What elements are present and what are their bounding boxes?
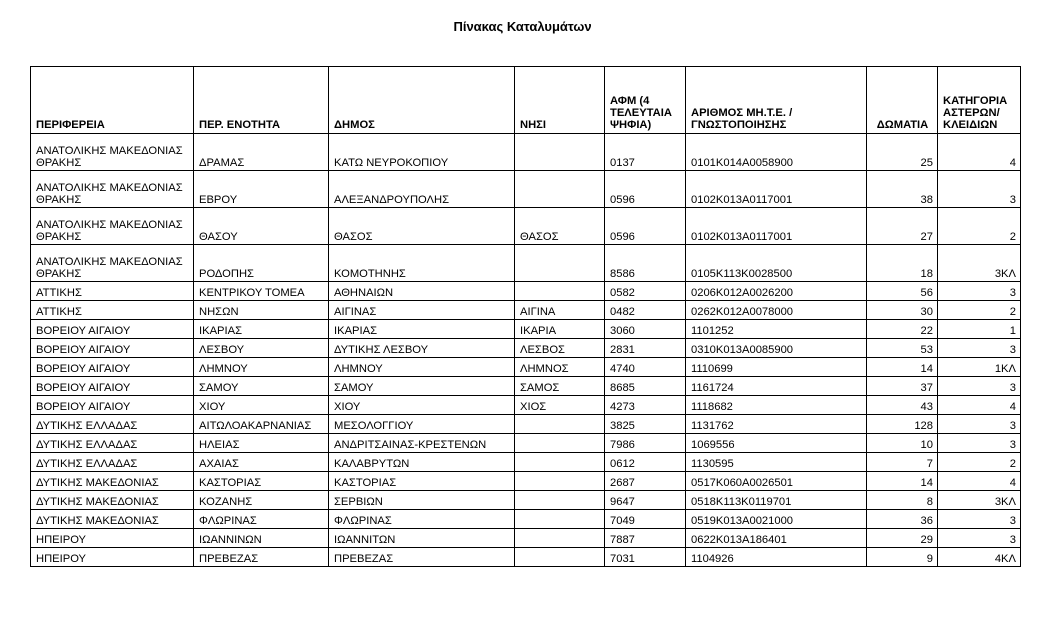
cell-regional-unit: ΑΙΤΩΛΟΑΚΑΡΝΑΝΙΑΣ [194,415,329,434]
cell-regional-unit: ΠΡΕΒΕΖΑΣ [194,548,329,567]
cell-region: ΒΟΡΕΙΟΥ ΑΙΓΑΙΟΥ [31,339,194,358]
cell-municipality: ΣΕΡΒΙΩΝ [329,491,515,510]
cell-category: 4 [938,472,1021,491]
cell-island [515,472,605,491]
table-row [31,208,1021,245]
cell-registration-number: 0262Κ012Α0078000 [686,301,867,320]
cell-rooms: 43 [867,396,938,415]
cell-regional-unit: ΧΙΟΥ [194,396,329,415]
cell-rooms: 53 [867,339,938,358]
cell-afm: 0596 [605,208,686,245]
cell-rooms: 25 [867,134,938,171]
cell-rooms: 27 [867,208,938,245]
cell-municipality: ΑΝΔΡΙΤΣΑΙΝΑΣ-ΚΡΕΣΤΕΝΩΝ [329,434,515,453]
cell-afm: 3060 [605,320,686,339]
header-registration-number: ΑΡΙΘΜΟΣ ΜΗ.Τ.Ε. / ΓΝΩΣΤΟΠΟΙΗΣΗΣ [686,67,867,134]
cell-island [515,282,605,301]
cell-region: ΑΝΑΤΟΛΙΚΗΣ ΜΑΚΕΔΟΝΙΑΣ ΘΡΑΚΗΣ [31,171,194,208]
cell-island: ΛΗΜΝΟΣ [515,358,605,377]
cell-registration-number: 1118682 [686,396,867,415]
cell-registration-number: 1130595 [686,453,867,472]
cell-category: 4ΚΛ [938,548,1021,567]
table-row [31,548,1021,567]
table-row [31,396,1021,415]
cell-category: 1 [938,320,1021,339]
cell-rooms: 14 [867,472,938,491]
cell-region: ΔΥΤΙΚΗΣ ΜΑΚΕΔΟΝΙΑΣ [31,491,194,510]
cell-island [515,415,605,434]
cell-municipality: ΛΗΜΝΟΥ [329,358,515,377]
cell-category: 3ΚΛ [938,491,1021,510]
header-municipality: ΔΗΜΟΣ [329,67,515,134]
cell-afm: 4273 [605,396,686,415]
cell-category: 3ΚΛ [938,245,1021,282]
cell-afm: 7031 [605,548,686,567]
cell-municipality: ΙΩΑΝΝΙΤΩΝ [329,529,515,548]
cell-municipality: ΘΑΣΟΣ [329,208,515,245]
table-row [31,434,1021,453]
cell-registration-number: 0518Κ113Κ0119701 [686,491,867,510]
cell-afm: 7887 [605,529,686,548]
cell-island: ΛΕΣΒΟΣ [515,339,605,358]
cell-regional-unit: ΙΚΑΡΙΑΣ [194,320,329,339]
cell-regional-unit: ΛΗΜΝΟΥ [194,358,329,377]
cell-municipality: ΑΛΕΞΑΝΔΡΟΥΠΟΛΗΣ [329,171,515,208]
cell-afm: 7049 [605,510,686,529]
cell-municipality: ΜΕΣΟΛΟΓΓΙΟΥ [329,415,515,434]
cell-municipality: ΑΙΓΙΝΑΣ [329,301,515,320]
cell-region: ΒΟΡΕΙΟΥ ΑΙΓΑΙΟΥ [31,396,194,415]
header-category: ΚΑΤΗΓΟΡΙΑ ΑΣΤΕΡΩΝ/ ΚΛΕΙΔΙΩΝ [938,67,1021,134]
cell-rooms: 22 [867,320,938,339]
table-row [31,377,1021,396]
header-island: ΝΗΣΙ [515,67,605,134]
table-row [31,301,1021,320]
cell-region: ΒΟΡΕΙΟΥ ΑΙΓΑΙΟΥ [31,377,194,396]
cell-afm: 0482 [605,301,686,320]
cell-municipality: ΚΟΜΟΤΗΝΗΣ [329,245,515,282]
cell-regional-unit: ΚΑΣΤΟΡΙΑΣ [194,472,329,491]
table-row [31,282,1021,301]
cell-regional-unit: ΛΕΣΒΟΥ [194,339,329,358]
cell-regional-unit: ΑΧΑΙΑΣ [194,453,329,472]
table-row [31,134,1021,171]
cell-region: ΑΝΑΤΟΛΙΚΗΣ ΜΑΚΕΔΟΝΙΑΣ ΘΡΑΚΗΣ [31,134,194,171]
table-row [31,491,1021,510]
cell-rooms: 9 [867,548,938,567]
cell-afm: 2687 [605,472,686,491]
cell-afm: 4740 [605,358,686,377]
cell-afm: 0137 [605,134,686,171]
header-row [31,67,1021,134]
cell-regional-unit: ΝΗΣΩΝ [194,301,329,320]
cell-rooms: 128 [867,415,938,434]
header-rooms: ΔΩΜΑΤΙΑ [867,67,938,134]
cell-island [515,134,605,171]
cell-region: ΒΟΡΕΙΟΥ ΑΙΓΑΙΟΥ [31,320,194,339]
cell-region: ΔΥΤΙΚΗΣ ΜΑΚΕΔΟΝΙΑΣ [31,472,194,491]
cell-afm: 8685 [605,377,686,396]
cell-category: 4 [938,134,1021,171]
cell-region: ΔΥΤΙΚΗΣ ΕΛΛΑΔΑΣ [31,434,194,453]
cell-island [515,245,605,282]
cell-afm: 9647 [605,491,686,510]
cell-registration-number: 1131762 [686,415,867,434]
cell-registration-number: 1069556 [686,434,867,453]
cell-island [515,491,605,510]
cell-regional-unit: ΕΒΡΟΥ [194,171,329,208]
cell-rooms: 29 [867,529,938,548]
cell-category: 4 [938,396,1021,415]
cell-category: 2 [938,208,1021,245]
cell-registration-number: 0102Κ013Α0117001 [686,208,867,245]
cell-regional-unit: ΙΩΑΝΝΙΝΩΝ [194,529,329,548]
cell-region: ΔΥΤΙΚΗΣ ΜΑΚΕΔΟΝΙΑΣ [31,510,194,529]
cell-rooms: 36 [867,510,938,529]
cell-registration-number: 0519Κ013Α0021000 [686,510,867,529]
cell-category: 3 [938,171,1021,208]
table-row [31,358,1021,377]
cell-category: 1ΚΛ [938,358,1021,377]
cell-afm: 0596 [605,171,686,208]
cell-regional-unit: ΔΡΑΜΑΣ [194,134,329,171]
cell-island [515,548,605,567]
cell-rooms: 30 [867,301,938,320]
cell-municipality: ΙΚΑΡΙΑΣ [329,320,515,339]
cell-afm: 8586 [605,245,686,282]
cell-municipality: ΑΘΗΝΑΙΩΝ [329,282,515,301]
cell-registration-number: 0101Κ014Α0058900 [686,134,867,171]
cell-island [515,510,605,529]
cell-region: ΑΝΑΤΟΛΙΚΗΣ ΜΑΚΕΔΟΝΙΑΣ ΘΡΑΚΗΣ [31,208,194,245]
cell-category: 3 [938,282,1021,301]
cell-island: ΧΙΟΣ [515,396,605,415]
cell-afm: 2831 [605,339,686,358]
cell-island [515,434,605,453]
cell-rooms: 38 [867,171,938,208]
cell-registration-number: 0105Κ113Κ0028500 [686,245,867,282]
cell-afm: 7986 [605,434,686,453]
cell-category: 3 [938,510,1021,529]
cell-municipality: ΦΛΩΡΙΝΑΣ [329,510,515,529]
cell-island [515,171,605,208]
cell-rooms: 37 [867,377,938,396]
cell-region: ΑΤΤΙΚΗΣ [31,301,194,320]
cell-category: 2 [938,301,1021,320]
cell-region: ΗΠΕΙΡΟΥ [31,529,194,548]
cell-region: ΔΥΤΙΚΗΣ ΕΛΛΑΔΑΣ [31,453,194,472]
cell-registration-number: 0310Κ013Α0085900 [686,339,867,358]
cell-island: ΘΑΣΟΣ [515,208,605,245]
table-row [31,529,1021,548]
cell-category: 3 [938,339,1021,358]
cell-municipality: ΚΑΛΑΒΡΥΤΩΝ [329,453,515,472]
cell-registration-number: 0206Κ012Α0026200 [686,282,867,301]
cell-rooms: 7 [867,453,938,472]
cell-regional-unit: ΚΕΝΤΡΙΚΟΥ ΤΟΜΕΑ [194,282,329,301]
table-row [31,510,1021,529]
cell-island: ΑΙΓΙΝΑ [515,301,605,320]
header-afm: ΑΦΜ (4 ΤΕΛΕΥΤΑΙΑ ΨΗΦΙΑ) [605,67,686,134]
table-row [31,453,1021,472]
cell-category: 3 [938,529,1021,548]
cell-registration-number: 0622Κ013Α186401 [686,529,867,548]
cell-municipality: ΧΙΟΥ [329,396,515,415]
cell-afm: 0582 [605,282,686,301]
cell-regional-unit: ΦΛΩΡΙΝΑΣ [194,510,329,529]
cell-rooms: 10 [867,434,938,453]
accommodations-table [30,66,1021,567]
cell-category: 3 [938,377,1021,396]
table-row [31,171,1021,208]
cell-regional-unit: ΘΑΣΟΥ [194,208,329,245]
cell-island: ΙΚΑΡΙΑ [515,320,605,339]
table-row [31,472,1021,491]
cell-afm: 3825 [605,415,686,434]
header-regional-unit: ΠΕΡ. ΕΝΟΤΗΤΑ [194,67,329,134]
cell-region: ΒΟΡΕΙΟΥ ΑΙΓΑΙΟΥ [31,358,194,377]
cell-regional-unit: ΗΛΕΙΑΣ [194,434,329,453]
cell-municipality: ΣΑΜΟΥ [329,377,515,396]
cell-registration-number: 1104926 [686,548,867,567]
cell-regional-unit: ΣΑΜΟΥ [194,377,329,396]
cell-afm: 0612 [605,453,686,472]
cell-category: 3 [938,434,1021,453]
cell-rooms: 18 [867,245,938,282]
cell-municipality: ΚΑΣΤΟΡΙΑΣ [329,472,515,491]
cell-island [515,453,605,472]
cell-category: 3 [938,415,1021,434]
cell-rooms: 8 [867,491,938,510]
table-row [31,415,1021,434]
cell-regional-unit: ΚΟΖΑΝΗΣ [194,491,329,510]
cell-region: ΔΥΤΙΚΗΣ ΕΛΛΑΔΑΣ [31,415,194,434]
cell-registration-number: 1101252 [686,320,867,339]
cell-category: 2 [938,453,1021,472]
cell-rooms: 56 [867,282,938,301]
cell-regional-unit: ΡΟΔΟΠΗΣ [194,245,329,282]
cell-municipality: ΠΡΕΒΕΖΑΣ [329,548,515,567]
cell-municipality: ΚΑΤΩ ΝΕΥΡΟΚΟΠΙΟΥ [329,134,515,171]
cell-registration-number: 0102Κ013Α0117001 [686,171,867,208]
cell-registration-number: 0517Κ060Α0026501 [686,472,867,491]
cell-island: ΣΑΜΟΣ [515,377,605,396]
cell-municipality: ΔΥΤΙΚΗΣ ΛΕΣΒΟΥ [329,339,515,358]
table-row [31,339,1021,358]
cell-island [515,529,605,548]
header-region: ΠΕΡΙΦΕΡΕΙΑ [31,67,194,134]
cell-rooms: 14 [867,358,938,377]
cell-registration-number: 1110699 [686,358,867,377]
cell-region: ΑΝΑΤΟΛΙΚΗΣ ΜΑΚΕΔΟΝΙΑΣ ΘΡΑΚΗΣ [31,245,194,282]
cell-registration-number: 1161724 [686,377,867,396]
page-title: Πίνακας Καταλυμάτων [453,19,592,34]
cell-region: ΑΤΤΙΚΗΣ [31,282,194,301]
table-row [31,245,1021,282]
cell-region: ΗΠΕΙΡΟΥ [31,548,194,567]
table-row [31,320,1021,339]
